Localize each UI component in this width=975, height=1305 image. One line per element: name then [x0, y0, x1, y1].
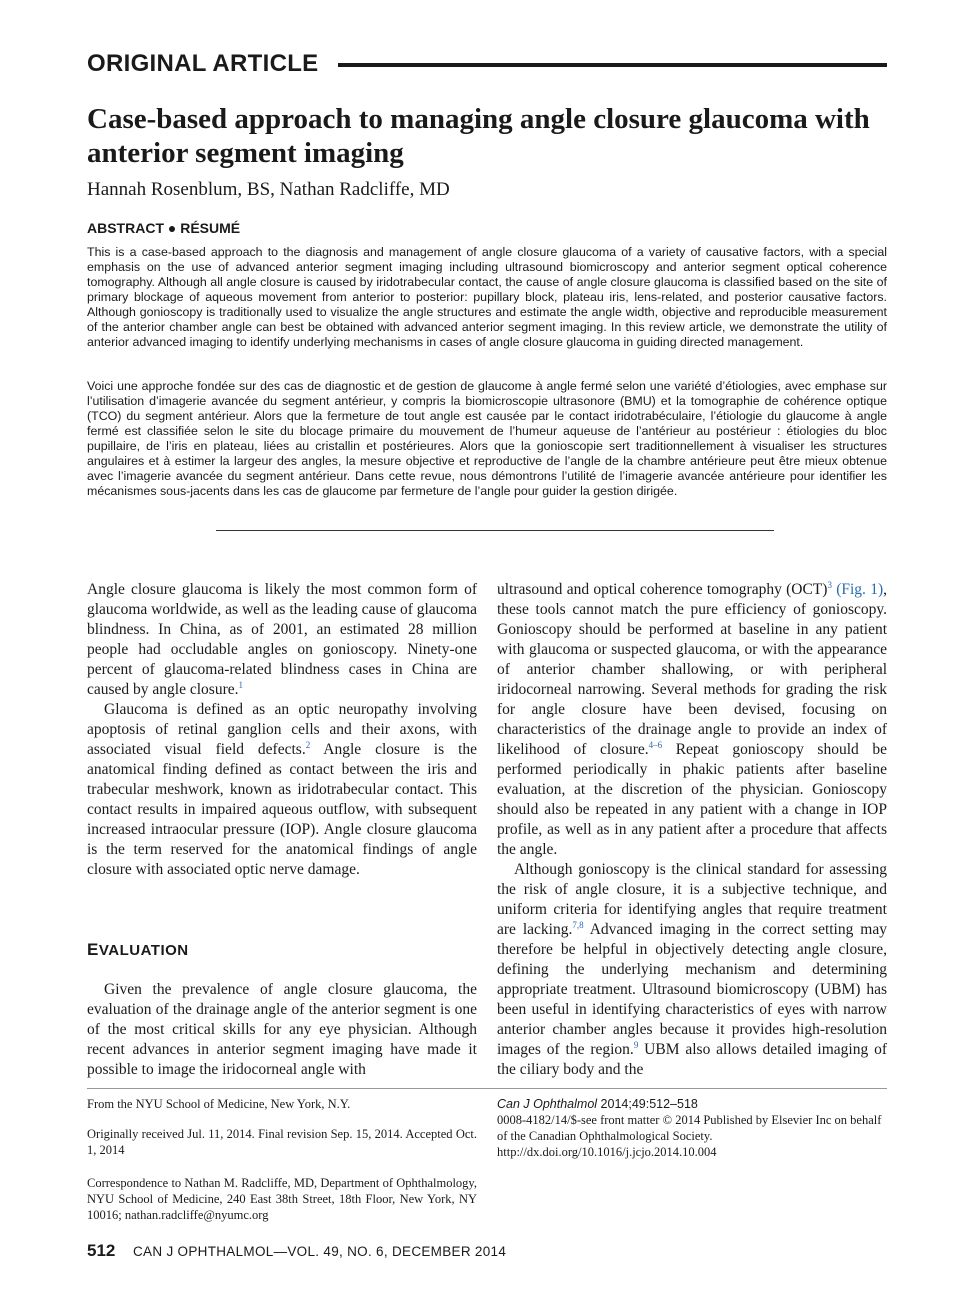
figure-link[interactable]: (Fig. 1) — [836, 581, 884, 598]
paragraph-evaluation — [87, 980, 477, 1080]
paragraph-text: Angle closure is the anatomical finding defined as contact between the iris and trabecular meshwork, known as iridotrabecular contact. This contact results in impaired aqueous outflow, with subsequent increased intraocular pressure (IOP). Angle closure glaucoma is the term reserved for the anatomical findings of angle closure with associated optic nerve damage. — [87, 741, 478, 878]
paragraph-intro — [87, 580, 477, 700]
paragraph-text: Although gonioscopy is the clinical standard for assessing the risk of angle closure, it is a subjective technique, and uniform criteria for identifying angles that require treatment are lacking. — [497, 861, 887, 938]
article-title: Case-based approach to managing angle closure glaucoma with anterior segment imaging — [87, 103, 870, 169]
journal-citation — [497, 1096, 887, 1112]
abstract-heading: ABSTRACT ● RÉSUMÉ — [87, 220, 241, 236]
reference-link[interactable]: 2 — [305, 739, 311, 750]
correspondence-note: Correspondence to Nathan M. Radcliffe, MD, Department of Ophthalmology, NYU School of Medicine, 240 East 38th Street, 18th Floor, New York, NY 10016; nathan.radcliffe@nyumc.org — [87, 1176, 477, 1222]
running-footer: CAN J OPHTHALMOL—VOL. 49, NO. 6, DECEMBER 2014 — [133, 1244, 507, 1259]
heading-rest: VALUATION — [98, 942, 189, 959]
section-rule — [338, 63, 887, 67]
reference-link[interactable]: 3 — [827, 579, 832, 590]
paragraph-imaging — [497, 860, 887, 1080]
left-column-evaluation — [87, 980, 477, 1080]
paragraph-text: UBM also allows detailed imaging of the ciliary body and the — [497, 1041, 887, 1078]
paragraph-text: Advanced imaging in the correct setting may therefore be helpful in objectively detecting angle closure, defining the underlying mechanism and determining appropriate treatment. Ultrasound biomicroscopy (UBM) has been useful in identifying characteristics of eyes with narrow anterior chamber angles because it provides high-resolution images of the region. — [497, 921, 887, 1058]
paragraph-text: Given the prevalence of angle closure glaucoma, the evaluation of the drainage angle of the anterior segment is one of the most critical skills for any eye physician. Although recent advances in anterior segment imaging have made it possible to image the iridocorneal angle with — [87, 981, 477, 1078]
doi-link[interactable]: http://dx.doi.org/10.1016/j.jcjo.2014.10.004 — [497, 1145, 717, 1159]
paragraph-definition — [87, 700, 477, 880]
paragraph-text: Repeat gonioscopy should be performed periodically in phakic patients after baseline evaluation, at the discretion of the physician. Gonioscopy should also be repeated in any patient with a change in IOP profile, as well as in any patient after a procedure that affects the angle. — [497, 741, 887, 858]
evaluation-heading — [87, 940, 189, 960]
journal-volume: 2014;49:512–518 — [597, 1097, 698, 1111]
journal-info — [497, 1096, 887, 1160]
section-label: ORIGINAL ARTICLE — [87, 50, 319, 77]
abstract-french: Voici une approche fondée sur des cas de diagnostic et de gestion de glaucome à angle fermé selon une variété d’étiologies, avec emphase sur l’utilisation d’imagerie avancée du segment antérieur, y compris la biomicroscopie ultrasonore (BMU) et la tomographie de cohérence optique (TCO) du segment antérieur. Alors que la fermeture de tout angle est causée par le contact iridotrabéculaire, l’étiologie du glaucome à angle fermé est classifiée selon le site du blocage primaire du mouvement de l’humeur aqueuse de l’antérieur au postérieur : étiologies du bloc pupillaire, de l’iris en plateau, liées au cristallin et postérieures. Alors que la gonioscopie sert traditionnellement à visualiser les structures angulaires et à estimer la largeur des angles, la mesure objective et reproductive de l’angle de la chambre antérieure peut être mieux obtenue avec l’imagerie avancée du segment antérieur. Dans cette revue, nous démontrons l’utilité de l’imagerie avancée antérieure pour identifier les mécanismes sous-jacents dans les cas de glaucome par fermeture de l’angle pour guider la gestion dirigée. — [87, 379, 887, 498]
abstract-divider — [216, 530, 774, 531]
left-column — [87, 580, 477, 880]
reference-link[interactable]: 1 — [238, 679, 243, 690]
reference-link[interactable]: 9 — [633, 1039, 639, 1050]
footnote-divider — [87, 1088, 887, 1089]
paragraph-text: , these tools cannot match the pure efficiency of gonioscopy. Gonioscopy should be performed at baseline in any patient with glaucoma or suspected glaucoma, or with the appearance of anterior chamber shallowing, or with peripheral iridocorneal narrowing. Several methods for grading the risk for angle closure have been devised, focusing on characteristics of the drainage angle to provide an index of likelihood of closure. — [497, 581, 887, 758]
reference-link[interactable]: 4–6 — [648, 739, 663, 750]
paragraph-text: Angle closure glaucoma is likely the most common form of glaucoma worldwide, as well as the leading cause of glaucoma blindness. In China, as of 2001, an estimated 28 million people had occludable angles on gonioscopy. Ninety-one percent of glaucoma-related blindness cases in China are caused by angle closure. — [87, 581, 477, 698]
right-column — [497, 580, 887, 1080]
reference-link[interactable]: 7,8 — [572, 919, 584, 930]
authors: Hannah Rosenblum, BS, Nathan Radcliffe, MD — [87, 179, 450, 200]
page-number: 512 — [87, 1241, 116, 1260]
paragraph-text: Glaucoma is defined as an optic neuropathy involving apoptosis of retinal ganglion cells and their axons, with associated visual field defects. — [87, 701, 477, 758]
paragraph-text: ultrasound and optical coherence tomography (OCT) — [497, 581, 828, 598]
copyright-note: 0008-4182/14/$-see front matter © 2014 Published by Elsevier Inc on behalf of the Canadian Ophthalmological Society. — [497, 1113, 882, 1143]
heading-initial: E — [87, 940, 99, 959]
abstract-english: This is a case-based approach to the diagnosis and management of angle closure glaucoma of a variety of causative factors, with a special emphasis on the use of advanced anterior segment imaging including ultrasound biomicroscopy and anterior segment optical coherence tomography. Although all angle closure is caused by iridotrabecular contact, the cause of angle closure glaucoma is classified based on the site of primary blockage of aqueous movement from anterior to posterior: pupillary block, plateau iris, lens-related, and posterior causative factors. Although gonioscopy is traditionally used to visualize the angle structures and estimate the angle width, objective and reproducible measurement of the anterior chamber angle can best be obtained with advanced anterior segment imaging. In this review article, we demonstrate the utility of anterior advanced imaging to identify underlying mechanisms in cases of angle closure glaucoma in guiding directed management. — [87, 245, 887, 349]
affiliation-note: From the NYU School of Medicine, New York, N.Y. — [87, 1097, 351, 1111]
journal-name: Can J Ophthalmol — [497, 1097, 598, 1111]
paragraph-gonioscopy — [497, 580, 887, 860]
received-note: Originally received Jul. 11, 2014. Final revision Sep. 15, 2014. Accepted Oct. 1, 2014 — [87, 1127, 477, 1157]
